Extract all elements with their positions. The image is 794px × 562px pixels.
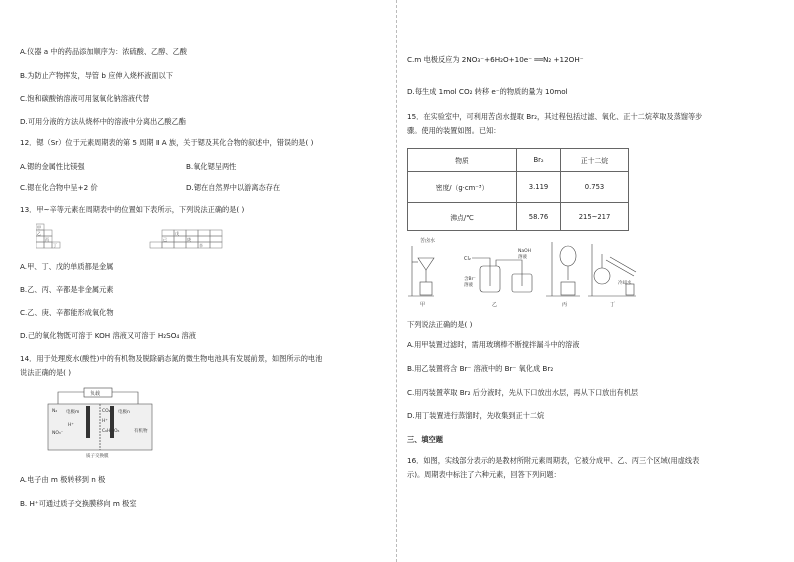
label-ding: 丁 bbox=[610, 302, 616, 308]
label-jia: 甲 bbox=[420, 302, 426, 308]
table-cell: 215~217 bbox=[561, 203, 629, 231]
table-row bbox=[408, 172, 629, 203]
table-cell: 沸点/℃ bbox=[408, 203, 517, 231]
q15-option-d: D.用丁装置进行蒸馏时，先收集到正十二烷 bbox=[407, 411, 545, 420]
label-cl2: Cl₂ bbox=[464, 256, 471, 262]
table-cell: 0.753 bbox=[561, 172, 629, 203]
q15-question: 下列说法正确的是( ) bbox=[407, 320, 473, 329]
q16-stem-line1: 16．如图，实线部分表示的是教材所附元素周期表，它被分成甲、乙、丙三个区域(用虚线表 bbox=[407, 456, 700, 465]
q15-option-b: B.用乙装置将含 Br⁻ 溶液中的 Br⁻ 氧化成 Br₂ bbox=[407, 364, 554, 373]
q12-option-d: D.锶在自然界中以游离态存在 bbox=[186, 183, 281, 192]
table-header-row bbox=[408, 149, 629, 172]
column-divider bbox=[396, 0, 397, 562]
table-label-bing: 丙 bbox=[45, 237, 49, 242]
q15-option-c: C.用丙装置萃取 Br₂ 后分液时，先从下口放出水层，再从下口放出有机层 bbox=[407, 388, 639, 397]
q13-option-b: B.乙、丙、辛都是非金属元素 bbox=[20, 285, 114, 294]
load-label: 负载 bbox=[90, 391, 101, 397]
table-label-ding: 丁 bbox=[53, 243, 57, 248]
label-cooling-water: 冷却水 bbox=[618, 281, 632, 286]
label-br-solution: 含Br⁻ bbox=[464, 277, 476, 282]
table-header-cell: 物质 bbox=[408, 149, 517, 172]
species-n2: N₂ bbox=[52, 409, 58, 414]
q15-stem-line1: 15．在实验室中，可利用苦卤水提取 Br₂，其过程包括过滤、氧化、正十二烷萃取及蒸馏等步 bbox=[407, 112, 703, 121]
q13-stem: 13．甲~辛等元素在周期表中的位置如下表所示，下列说法正确的是( ) bbox=[20, 205, 245, 214]
q11-option-c: C.饱和碳酸钠溶液可用氢氧化钠溶液代替 bbox=[20, 94, 150, 103]
species-co2: CO₂ bbox=[102, 409, 111, 414]
table-header-cell: Br₂ bbox=[517, 149, 561, 172]
table-label-geng: 庚 bbox=[187, 237, 191, 242]
q12-option-b: B.氧化锶呈两性 bbox=[186, 162, 237, 171]
table-label-xin: 辛 bbox=[199, 243, 203, 248]
q15-option-a: A.用甲装置过滤时，需用玻璃棒不断搅拌漏斗中的溶液 bbox=[407, 340, 580, 349]
species-glucose: C₆H₁₂O₆ bbox=[102, 429, 120, 434]
table-label-wu: 戊 bbox=[175, 231, 179, 236]
label-bing: 丙 bbox=[562, 302, 568, 308]
q14-option-d: D.每生成 1mol CO₂ 转移 e⁻的物质的量为 10mol bbox=[407, 87, 568, 96]
membrane-caption: 质子交换膜 bbox=[86, 454, 109, 459]
q13-option-d: D.己的氧化物既可溶于 KOH 溶液又可溶于 H₂SO₄ 溶液 bbox=[20, 331, 196, 340]
table-label-ji: 己 bbox=[163, 237, 167, 242]
q14-stem-line2: 说法正确的是( ) bbox=[20, 368, 72, 377]
q13-periodic-table bbox=[36, 223, 236, 249]
species-h-left: H⁺ bbox=[68, 423, 74, 428]
q11-option-d: D.可用分液的方法从烧杯中的溶液中分离出乙酸乙酯 bbox=[20, 117, 186, 126]
table-row bbox=[408, 203, 629, 231]
q14-option-c: C.m 电极反应为 2NO₃⁻+6H₂O+10e⁻ ══N₂ +12OH⁻ bbox=[407, 55, 584, 64]
species-no3: NO₃⁻ bbox=[52, 431, 64, 436]
q15-property-table bbox=[407, 148, 629, 231]
q11-option-a: A.仪器 a 中的药品添加顺序为：浓硫酸、乙醇、乙酸 bbox=[20, 47, 187, 56]
q14-option-b: B. H⁺可通过质子交换膜移向 m 极室 bbox=[20, 499, 137, 508]
table-cell: 58.76 bbox=[517, 203, 561, 231]
q12-option-c: C.锶在化合物中呈+2 价 bbox=[20, 183, 98, 192]
table-label-jia: 甲 bbox=[37, 225, 41, 230]
table-cell: 密度/（g·cm⁻³） bbox=[408, 172, 517, 203]
q14-cell-diagram bbox=[46, 386, 156, 460]
q11-option-b: B.为防止产物挥发，导管 b 应伸入烧杯液面以下 bbox=[20, 71, 173, 80]
label-kuluwater: 苦卤水 bbox=[420, 238, 436, 244]
label-naoh-2: 溶液 bbox=[518, 255, 527, 260]
table-header-cell: 正十二烷 bbox=[561, 149, 629, 172]
label-yi: 乙 bbox=[492, 302, 498, 308]
q12-stem: 12．锶（Sr）位于元素周期表的第 5 周期 Ⅱ A 族，关于锶及其化合物的叙述中，错误的是( ) bbox=[20, 138, 314, 147]
section-heading: 三、填空题 bbox=[407, 435, 443, 444]
table-cell: 3.119 bbox=[517, 172, 561, 203]
electrode-m-label: 电极m bbox=[66, 410, 80, 415]
label-naoh: NaOH bbox=[518, 249, 532, 254]
q14-option-a: A.电子由 m 极转移到 n 极 bbox=[20, 475, 106, 484]
q16-stem-line2: 示)。周期表中标注了六种元素，回答下列问题： bbox=[407, 470, 561, 479]
q14-stem-line1: 14．用于处理废水(酸性)中的有机物及脱除硝态氮的微生物电池具有发展前景，如图所示的电池 bbox=[20, 354, 323, 363]
q13-option-c: C.乙、庚、辛都能形成氧化物 bbox=[20, 308, 114, 317]
q12-option-a: A.锶的金属性比镁强 bbox=[20, 162, 85, 171]
label-br-solution-2: 溶液 bbox=[464, 283, 473, 288]
q13-option-a: A.甲、丁、戊的单质都是金属 bbox=[20, 262, 114, 271]
q15-stem-line2: 骤。使用的装置如图。已知： bbox=[407, 126, 501, 135]
q15-apparatus-diagram bbox=[406, 236, 638, 310]
species-h-right: H⁺ bbox=[102, 419, 108, 424]
species-organic: 有机物 bbox=[134, 429, 148, 434]
table-label-yi: 乙 bbox=[37, 231, 41, 236]
electrode-n-label: 电极n bbox=[118, 410, 130, 415]
